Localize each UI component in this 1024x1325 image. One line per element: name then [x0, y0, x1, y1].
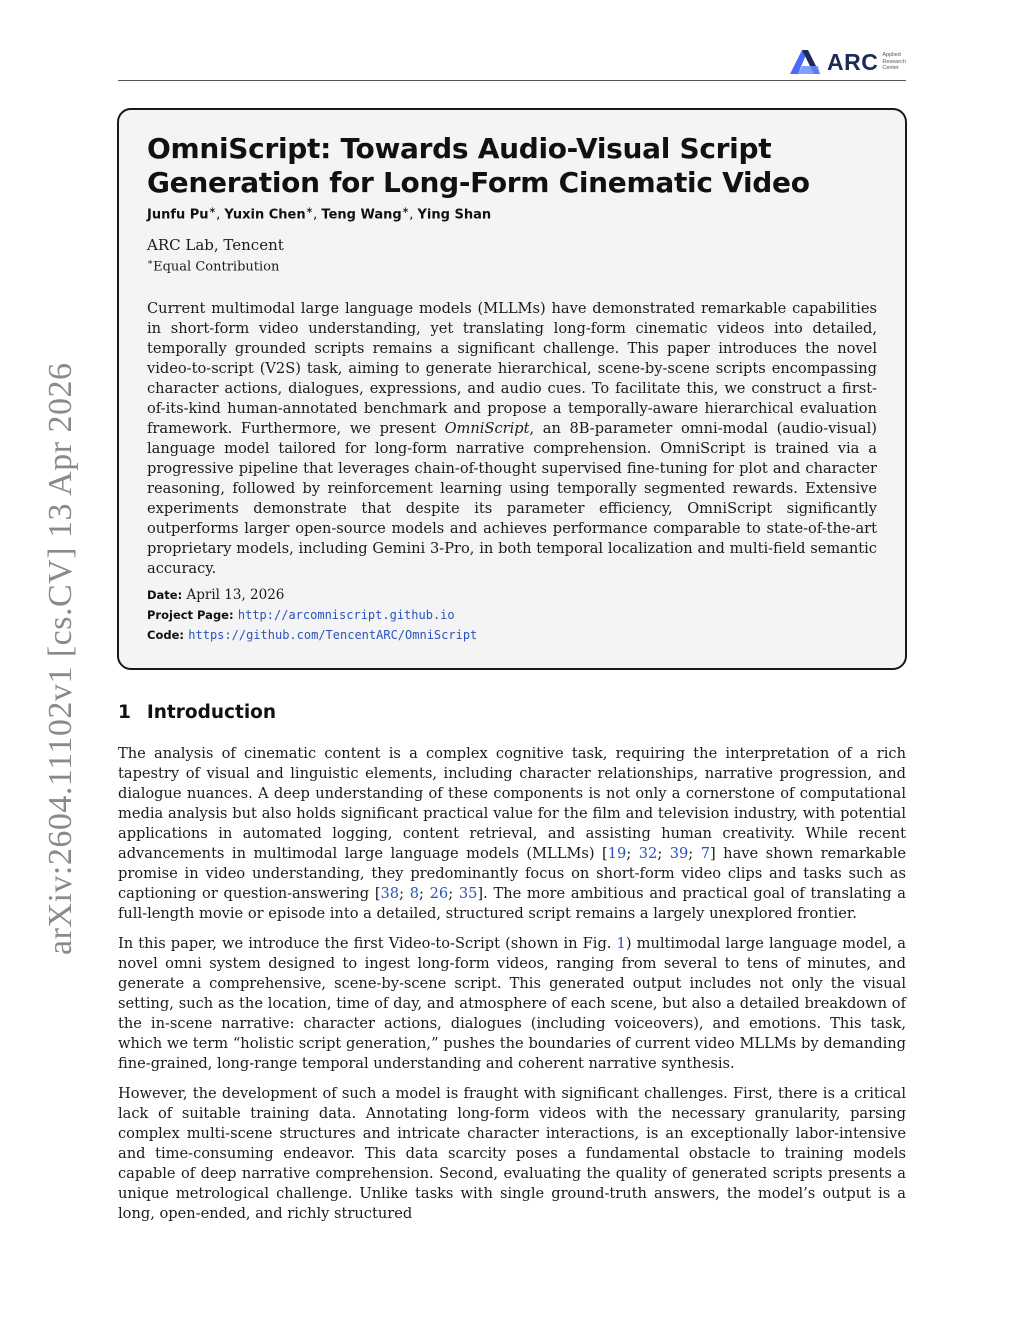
affiliation: ARC Lab, Tencent: [147, 236, 284, 254]
code-link[interactable]: https://github.com/TencentARC/OmniScript: [188, 628, 478, 642]
paper-meta: [147, 585, 477, 645]
project-page-link[interactable]: http://arcomniscript.github.io: [237, 608, 455, 622]
project-page-row: Project Page: http://arcomniscript.github.io: [147, 608, 455, 622]
figure-reference-link[interactable]: 1: [616, 935, 626, 952]
arc-logo-icon: [788, 48, 824, 76]
citation-link[interactable]: 39: [669, 845, 689, 862]
arc-logo-subtitle: Applied Research Center: [882, 52, 906, 72]
citation-link[interactable]: 26: [429, 885, 449, 902]
arc-logo: [788, 45, 912, 79]
arc-logo-word: ARC: [827, 48, 879, 75]
author-name: Junfu Pu: [147, 207, 209, 223]
author-list: Junfu Pu∗, Yuxin Chen∗, Teng Wang∗, Ying Shan: [147, 206, 492, 223]
equal-contribution-note: ∗Equal Contribution: [147, 258, 280, 275]
abstract-text: Current multimodal large language models (MLLMs) have demonstrated remarkable capabilities in short-form video understanding, yet translating long-form cinematic videos into detailed, temporally grounded scripts remains a significant challenge. This paper introduces the novel video-to-script (V2S) task, aiming to generate hierarchical, scene-by-scene scripts encompassing character actions, dialogues, expressions, and audio cues. To facilitate this, we construct a first-of-its-kind human-annotated benchmark and propose a temporally-aware hierarchical evaluation framework. Furthermore, we present OmniScript, an 8B-parameter omni-modal (audio-visual) language model tailored for long-form narrative comprehension. OmniScript is trained via a progressive pipeline that leverages chain-of-thought supervised fine-tuning for plot and character reasoning, followed by reinforcement learning using temporally segmented rewards. Extensive experiments demonstrate that despite its parameter efficiency, OmniScript significantly outperforms larger open-source models and achieves performance comparable to state-of-the-art proprietary models, including Gemini 3-Pro, in both temporal localization and multi-field semantic accuracy.: [147, 300, 877, 577]
date-row: Date: April 13, 2026: [147, 587, 285, 603]
citation-link[interactable]: 8: [409, 885, 420, 902]
code-row: Code: https://github.com/TencentARC/OmniScript: [147, 628, 478, 642]
intro-paragraph-3: However, the development of such a model is fraught with significant challenges. First, there is a critical lack of suitable training data. Annotating long-form videos with the necessary granularity, parsing complex multi-scene structures and intricate character interactions, is an exceptionally labor-intensive and time-consuming endeavor. This data scarcity poses a fundamental obstacle to training models capable of deep narrative comprehension. Second, evaluating the quality of generated scripts presents a unique metrological challenge. Unlike tasks with single ground-truth answers, the model’s output is a long, open-ended, and richly structured: [118, 1085, 906, 1222]
model-name-emphasis: OmniScript: [444, 420, 530, 437]
citation-link[interactable]: 38: [380, 885, 400, 902]
citation-link[interactable]: 7: [700, 845, 710, 862]
author-name: Yuxin Chen: [224, 207, 306, 223]
section-heading: 1 Introduction: [118, 702, 277, 723]
intro-paragraph-1: The analysis of cinematic content is a complex cognitive task, requiring the interpretation of a rich tapestry of visual and linguistic elements, including character relationships, narrative progression, and dialogue nuances. A deep understanding of these components is not only a cornerstone of computational media analysis but also holds significant practical value for the film and television industry, with potential applications in automated logging, content retrieval, and assisting human creativity. While recent advancements in multimodal large language models (MLLMs) [19; 32; 39; 7] have shown remarkable promise in video understanding, they predominantly focus on short-form video clips and tasks such as captioning or question-answering [38; 8; 26; 35]. The more ambitious and practical goal of translating a full-length movie or episode into a detailed, structured script remains a largely unexplored frontier.: [118, 745, 907, 922]
arxiv-identifier: arXiv:2604.11102v1 [cs.CV] 13 Apr 2026: [42, 362, 79, 955]
intro-paragraph-2: In this paper, we introduce the first Video-to-Script (shown in Fig. 1) multimodal large language model, a novel omni system designed to ingest long-form videos, ranging from several to tens of minutes, and generate a comprehensive, scene-by-scene script. This generated output includes not only the visual setting, such as the location, time of day, and atmosphere of each scene, but also a detailed breakdown of the in-scene narrative: character actions, dialogues (including voiceovers), and emotions. This task, which we term “holistic script generation,” pushes the boundaries of current video MLLMs by demanding fine-grained, long-range temporal understanding and coherent narrative synthesis.: [118, 935, 906, 1072]
citation-link[interactable]: 35: [458, 885, 478, 902]
citation-link[interactable]: 32: [638, 845, 658, 862]
date-value: April 13, 2026: [186, 587, 285, 603]
author-name: Teng Wang: [321, 207, 402, 223]
paper-title: OmniScript: Towards Audio-Visual Script Generation for Long-Form Cinematic Video: [147, 132, 810, 199]
header-rule: [118, 80, 906, 81]
citation-link[interactable]: 19: [607, 845, 627, 862]
author-name: Ying Shan: [417, 207, 492, 223]
